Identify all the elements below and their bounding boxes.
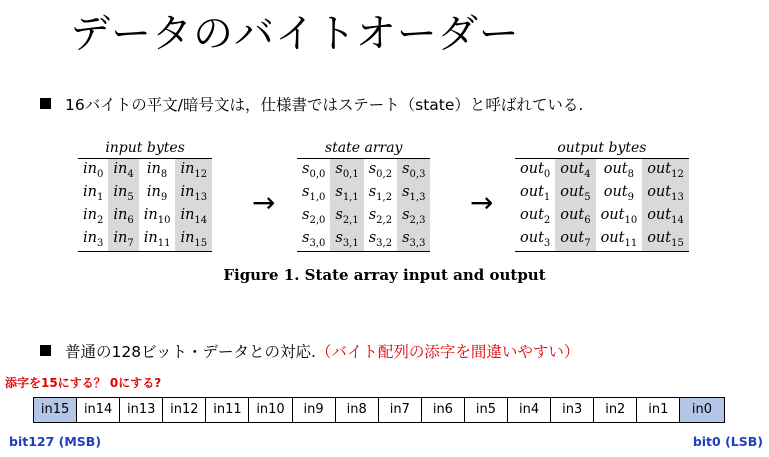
- state-cell: [364, 182, 397, 205]
- byte-cell: in4: [508, 398, 551, 422]
- state-cell-base: s: [368, 207, 377, 224]
- output-byte-cell: [596, 205, 643, 228]
- state-cell-base: s: [402, 161, 410, 178]
- state-cell-index: 2,0: [309, 214, 326, 226]
- output-byte-cell-index: 6: [584, 214, 591, 226]
- byte-cell: in8: [336, 398, 379, 422]
- output-byte-cell-base: out: [603, 161, 628, 178]
- byte-cell: in1: [637, 398, 680, 422]
- output-byte-cell-base: out: [647, 230, 672, 247]
- byte-cell: in9: [293, 398, 336, 422]
- state-cell: [330, 182, 363, 205]
- input-byte-cell: [139, 159, 176, 183]
- input-byte-cell-base: in: [180, 207, 195, 224]
- input-byte-cell-index: 10: [157, 214, 171, 226]
- output-byte-cell-base: out: [647, 207, 672, 224]
- output-byte-cell: [555, 159, 595, 183]
- input-byte-cell-index: 9: [160, 191, 168, 203]
- output-byte-cell-base: out: [603, 184, 628, 201]
- byte-cell: in10: [249, 398, 292, 422]
- state-cell-base: s: [402, 184, 410, 201]
- state-cell: [364, 159, 397, 183]
- input-byte-cell: [175, 159, 212, 183]
- output-byte-cell-index: 7: [584, 237, 591, 249]
- output-byte-cell-index: 8: [627, 168, 635, 180]
- state-cell: [397, 159, 430, 183]
- state-array-figure: [297, 138, 430, 252]
- input-byte-cell-index: 7: [127, 237, 134, 249]
- input-byte-cell-base: in: [180, 230, 195, 247]
- output-byte-cell-index: 4: [584, 168, 591, 180]
- output-bytes-title: output bytes: [557, 140, 647, 156]
- state-cell: [364, 205, 397, 228]
- state-cell: [397, 205, 430, 228]
- byte-cell: in12: [163, 398, 206, 422]
- state-cell-base: s: [368, 184, 377, 201]
- state-cell-base: s: [402, 230, 410, 247]
- msb-label: bit127 (MSB): [9, 434, 102, 449]
- output-byte-row: [515, 228, 689, 252]
- input-byte-cell-base: in: [146, 161, 161, 178]
- output-byte-row: [515, 182, 689, 205]
- byte-cell: in7: [379, 398, 422, 422]
- state-cell-index: 1,0: [309, 191, 326, 203]
- input-byte-cell-index: 6: [127, 214, 134, 226]
- state-cell-index: 3,2: [376, 237, 393, 249]
- input-bytes-title: input bytes: [105, 140, 185, 156]
- byte-cell: in5: [465, 398, 508, 422]
- figure-caption: Figure 1. State array input and output: [223, 266, 546, 284]
- input-byte-cell: [175, 228, 212, 252]
- state-cell-base: s: [335, 230, 343, 247]
- output-byte-cell-base: out: [600, 207, 625, 224]
- byte-cell: in2: [594, 398, 637, 422]
- input-byte-cell-base: in: [146, 184, 161, 201]
- bullet-state: [40, 93, 583, 115]
- state-cell-index: 3,1: [342, 237, 359, 249]
- output-bytes-table: [515, 158, 689, 252]
- bullet-state-text: 16バイトの平文/暗号文は，仕様書ではステート（state）と呼ばれている.: [65, 96, 584, 114]
- state-cell: [397, 182, 430, 205]
- output-byte-cell-index: 14: [671, 214, 684, 226]
- input-byte-cell-base: in: [113, 230, 128, 247]
- output-byte-cell-base: out: [647, 161, 672, 178]
- state-cell-index: 0,0: [309, 168, 326, 180]
- state-cell-index: 3,0: [309, 237, 326, 249]
- output-byte-cell: [515, 205, 555, 228]
- output-byte-cell-index: 10: [624, 214, 638, 226]
- state-cell-base: s: [335, 161, 343, 178]
- input-byte-cell: [78, 205, 108, 228]
- input-byte-cell-base: in: [83, 207, 97, 224]
- byte-cell: in14: [77, 398, 120, 422]
- output-byte-cell: [642, 228, 689, 252]
- state-cell-index: 2,2: [376, 214, 393, 226]
- input-byte-cell-base: in: [113, 207, 128, 224]
- output-byte-cell-base: out: [560, 161, 585, 178]
- input-byte-cell-base: in: [180, 184, 195, 201]
- arrow-right-icon: →: [470, 186, 494, 219]
- input-byte-cell: [175, 182, 212, 205]
- state-cell-base: s: [302, 230, 310, 247]
- state-cell: [330, 205, 363, 228]
- input-byte-cell-index: 13: [194, 191, 208, 203]
- input-byte-cell-base: in: [83, 184, 97, 201]
- state-cell-index: 1,3: [409, 191, 426, 203]
- state-cell-base: s: [302, 207, 310, 224]
- input-byte-cell: [78, 228, 108, 252]
- state-cell-index: 1,2: [376, 191, 393, 203]
- output-byte-cell-base: out: [560, 230, 585, 247]
- bullet-square: [40, 98, 51, 109]
- input-byte-cell: [78, 182, 108, 205]
- input-byte-cell-base: in: [113, 161, 128, 178]
- output-byte-cell: [555, 205, 595, 228]
- output-byte-cell-base: out: [520, 161, 544, 178]
- output-byte-cell-index: 15: [671, 237, 684, 249]
- input-byte-cell-index: 0: [96, 168, 104, 180]
- input-bytes-table: [78, 158, 212, 252]
- output-byte-cell-index: 9: [627, 191, 635, 203]
- bullet-square: [40, 345, 51, 356]
- state-cell-index: 3,3: [409, 237, 426, 249]
- state-cell: [364, 228, 397, 252]
- state-row: [297, 159, 430, 183]
- output-byte-row: [515, 205, 689, 228]
- input-byte-cell: [108, 182, 138, 205]
- input-byte-cell-index: 14: [194, 214, 208, 226]
- output-byte-cell-index: 3: [543, 237, 551, 249]
- lsb-label: bit0 (LSB): [692, 434, 763, 449]
- output-byte-cell: [515, 182, 555, 205]
- input-byte-cell-index: 1: [96, 191, 104, 203]
- index-question-note: 添字を15にする？ 0にする?: [5, 376, 162, 390]
- output-byte-cell-index: 11: [624, 237, 638, 249]
- input-byte-cell: [78, 159, 108, 183]
- input-byte-cell-index: 8: [160, 168, 168, 180]
- input-byte-cell-index: 11: [157, 237, 171, 249]
- input-byte-cell-index: 3: [96, 237, 104, 249]
- state-cell-base: s: [335, 207, 343, 224]
- slide-title: データのバイトオーダー: [70, 11, 520, 57]
- input-byte-cell: [108, 228, 138, 252]
- input-byte-cell: [108, 159, 138, 183]
- input-byte-cell-index: 2: [96, 214, 104, 226]
- input-byte-cell: [108, 205, 138, 228]
- state-cell-index: 1,1: [342, 191, 359, 203]
- output-byte-cell-base: out: [600, 230, 625, 247]
- input-byte-row: [78, 228, 212, 252]
- bullet-128bit-warning: （バイト配列の添字を間違いやすい）: [315, 343, 580, 361]
- output-byte-cell-base: out: [647, 184, 672, 201]
- output-byte-cell: [642, 205, 689, 228]
- byte-array-row: [33, 397, 725, 423]
- state-cell-base: s: [335, 184, 343, 201]
- output-byte-cell-base: out: [560, 207, 585, 224]
- state-cell-index: 0,2: [376, 168, 393, 180]
- byte-cell: in3: [551, 398, 594, 422]
- output-byte-cell-index: 0: [543, 168, 551, 180]
- output-byte-cell: [596, 159, 643, 183]
- state-cell: [330, 159, 363, 183]
- state-cell-index: 0,1: [342, 168, 359, 180]
- bullet-128bit: [40, 340, 579, 362]
- state-cell: [297, 182, 330, 205]
- output-byte-row: [515, 159, 689, 183]
- state-row: [297, 205, 430, 228]
- input-byte-cell-index: 15: [194, 237, 208, 249]
- byte-cell: in11: [206, 398, 249, 422]
- input-byte-cell-base: in: [143, 230, 158, 247]
- state-array-title: state array: [324, 140, 403, 156]
- state-cell: [297, 159, 330, 183]
- output-byte-cell-index: 12: [671, 168, 684, 180]
- state-cell-base: s: [368, 161, 377, 178]
- input-byte-cell: [139, 228, 176, 252]
- byte-cell: in6: [422, 398, 465, 422]
- state-cell: [330, 228, 363, 252]
- output-byte-cell: [642, 159, 689, 183]
- input-byte-cell: [175, 205, 212, 228]
- state-cell-index: 2,1: [342, 214, 359, 226]
- output-byte-cell: [515, 159, 555, 183]
- state-cell-base: s: [368, 230, 377, 247]
- input-byte-cell-base: in: [143, 207, 158, 224]
- output-byte-cell-base: out: [520, 207, 544, 224]
- output-byte-cell: [555, 182, 595, 205]
- input-byte-cell-index: 5: [127, 191, 134, 203]
- state-row: [297, 228, 430, 252]
- output-byte-cell-index: 13: [671, 191, 684, 203]
- output-byte-cell-base: out: [560, 184, 585, 201]
- state-cell-index: 2,3: [409, 214, 426, 226]
- state-cell-base: s: [302, 161, 310, 178]
- input-byte-row: [78, 159, 212, 183]
- state-row: [297, 182, 430, 205]
- input-byte-cell-base: in: [180, 161, 195, 178]
- output-byte-cell-index: 5: [584, 191, 591, 203]
- output-byte-cell: [596, 182, 643, 205]
- arrow-right-icon: →: [252, 186, 276, 219]
- output-byte-cell: [596, 228, 643, 252]
- input-byte-cell-base: in: [83, 161, 97, 178]
- state-cell-base: s: [302, 184, 310, 201]
- input-byte-cell-base: in: [83, 230, 97, 247]
- output-byte-cell-base: out: [520, 230, 544, 247]
- state-cell-index: 0,3: [409, 168, 426, 180]
- output-byte-cell-base: out: [520, 184, 544, 201]
- output-byte-cell: [515, 228, 555, 252]
- output-byte-cell-index: 2: [543, 214, 551, 226]
- input-byte-cell-index: 4: [127, 168, 134, 180]
- output-bytes-figure: [515, 138, 689, 252]
- input-byte-row: [78, 205, 212, 228]
- input-byte-cell: [139, 182, 176, 205]
- byte-cell: in0: [680, 398, 723, 422]
- byte-cell: in13: [120, 398, 163, 422]
- input-bytes-figure: [78, 138, 212, 252]
- state-cell: [297, 205, 330, 228]
- input-byte-cell-base: in: [113, 184, 128, 201]
- input-byte-cell-index: 12: [194, 168, 208, 180]
- bullet-128bit-text: 普通の128ビット・データとの対応.: [65, 343, 316, 361]
- output-byte-cell: [642, 182, 689, 205]
- output-byte-cell-index: 1: [543, 191, 551, 203]
- output-byte-cell: [555, 228, 595, 252]
- byte-cell: in15: [34, 398, 77, 422]
- input-byte-row: [78, 182, 212, 205]
- state-cell: [297, 228, 330, 252]
- state-array-table: [297, 158, 430, 252]
- state-cell: [397, 228, 430, 252]
- input-byte-cell: [139, 205, 176, 228]
- state-cell-base: s: [402, 207, 410, 224]
